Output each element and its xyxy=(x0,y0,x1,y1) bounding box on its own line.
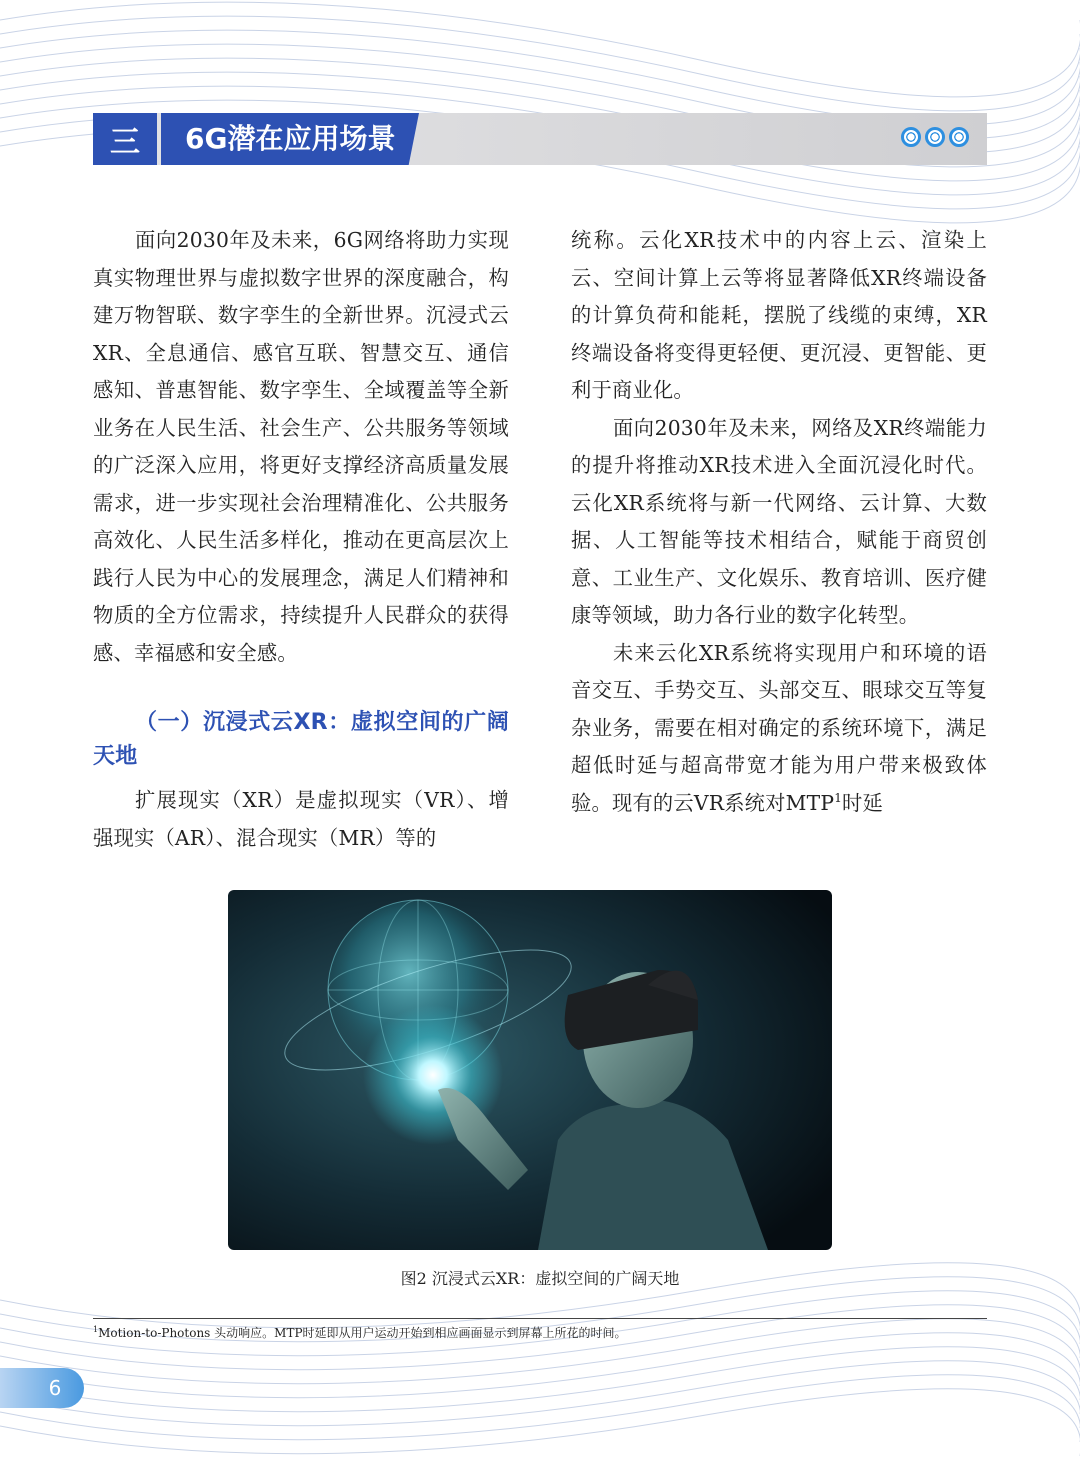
figure-caption: 图2 沉浸式云XR：虚拟空间的广阔天地 xyxy=(400,1269,680,1288)
body-paragraph: 面向2030年及未来，网络及XR终端能力的提升将推动XR技术进入全面沉浸化时代。云化XR系统将与新一代网络、云计算、大数据、人工智能等技术相结合，赋能于商贸创意、工业生产、文化娱乐、教育培训、医疗健康等领域，助力各行业的数字化转型。 xyxy=(571,415,987,627)
paragraph-text-tail: 时延 xyxy=(842,790,884,815)
circle-icon xyxy=(949,127,969,147)
footnote xyxy=(93,1324,627,1341)
figure-vr-image xyxy=(228,890,832,1250)
subsection-heading: （一）沉浸式云XR：虚拟空间的广阔天地 xyxy=(93,710,509,769)
footnote-marker: 1 xyxy=(834,790,843,805)
body-paragraph: 面向2030年及未来，6G网络将助力实现真实物理世界与虚拟数字世界的深度融合，构建万物智联、数字孪生的全新世界。沉浸式云XR、全息通信、感官互联、智慧交互、通信感知、普惠智能、数字孪生、全域覆盖等全新业务在人民生活、社会生产、公共服务等领域的广泛深入应用，将更好支撑经济高质量发展需求，进一步实现社会治理精准化、公共服务高效化、人民生活多样化，推动在更高层次上践行人民为中心的发展理念，满足人们精神和物质的全方位需求，持续提升人民群众的获得感、幸福感和安全感。 xyxy=(93,228,509,665)
left-column xyxy=(93,222,509,857)
footnote-number: 1 xyxy=(93,1325,99,1334)
page-number: 6 xyxy=(48,1376,62,1400)
section-header xyxy=(93,113,987,165)
body-paragraph-with-footnote xyxy=(571,635,987,823)
section-title: 6G潜在应用场景 xyxy=(185,122,396,155)
circle-icon xyxy=(901,127,921,147)
body-paragraph: 统称。云化XR技术中的内容上云、渲染上云、空间计算上云等将显著降低XR终端设备的计算负荷和能耗，摆脱了线缆的束缚，XR终端设备将变得更轻便、更沉浸、更智能、更利于商业化。 xyxy=(571,228,987,402)
section-number: 三 xyxy=(93,113,157,165)
footnote-divider xyxy=(93,1318,987,1319)
right-column xyxy=(571,222,987,822)
paragraph-text: 未来云化XR系统将实现用户和环境的语音交互、手势交互、头部交互、眼球交互等复杂业务，需要在相对确定的系统环境下，满足超低时延与超高带宽才能为用户带来极致体验。现有的云VR系统对MTP xyxy=(571,640,987,815)
body-paragraph: 扩展现实（XR）是虚拟现实（VR）、增强现实（AR）、混合现实（MR）等的 xyxy=(93,788,509,850)
header-circle-icons xyxy=(901,127,969,147)
circle-icon xyxy=(925,127,945,147)
footnote-text: Motion-to-Photons 头动响应。MTP时延即从用户运动开始到相应画面显示到屏幕上所花的时间。 xyxy=(98,1326,627,1340)
